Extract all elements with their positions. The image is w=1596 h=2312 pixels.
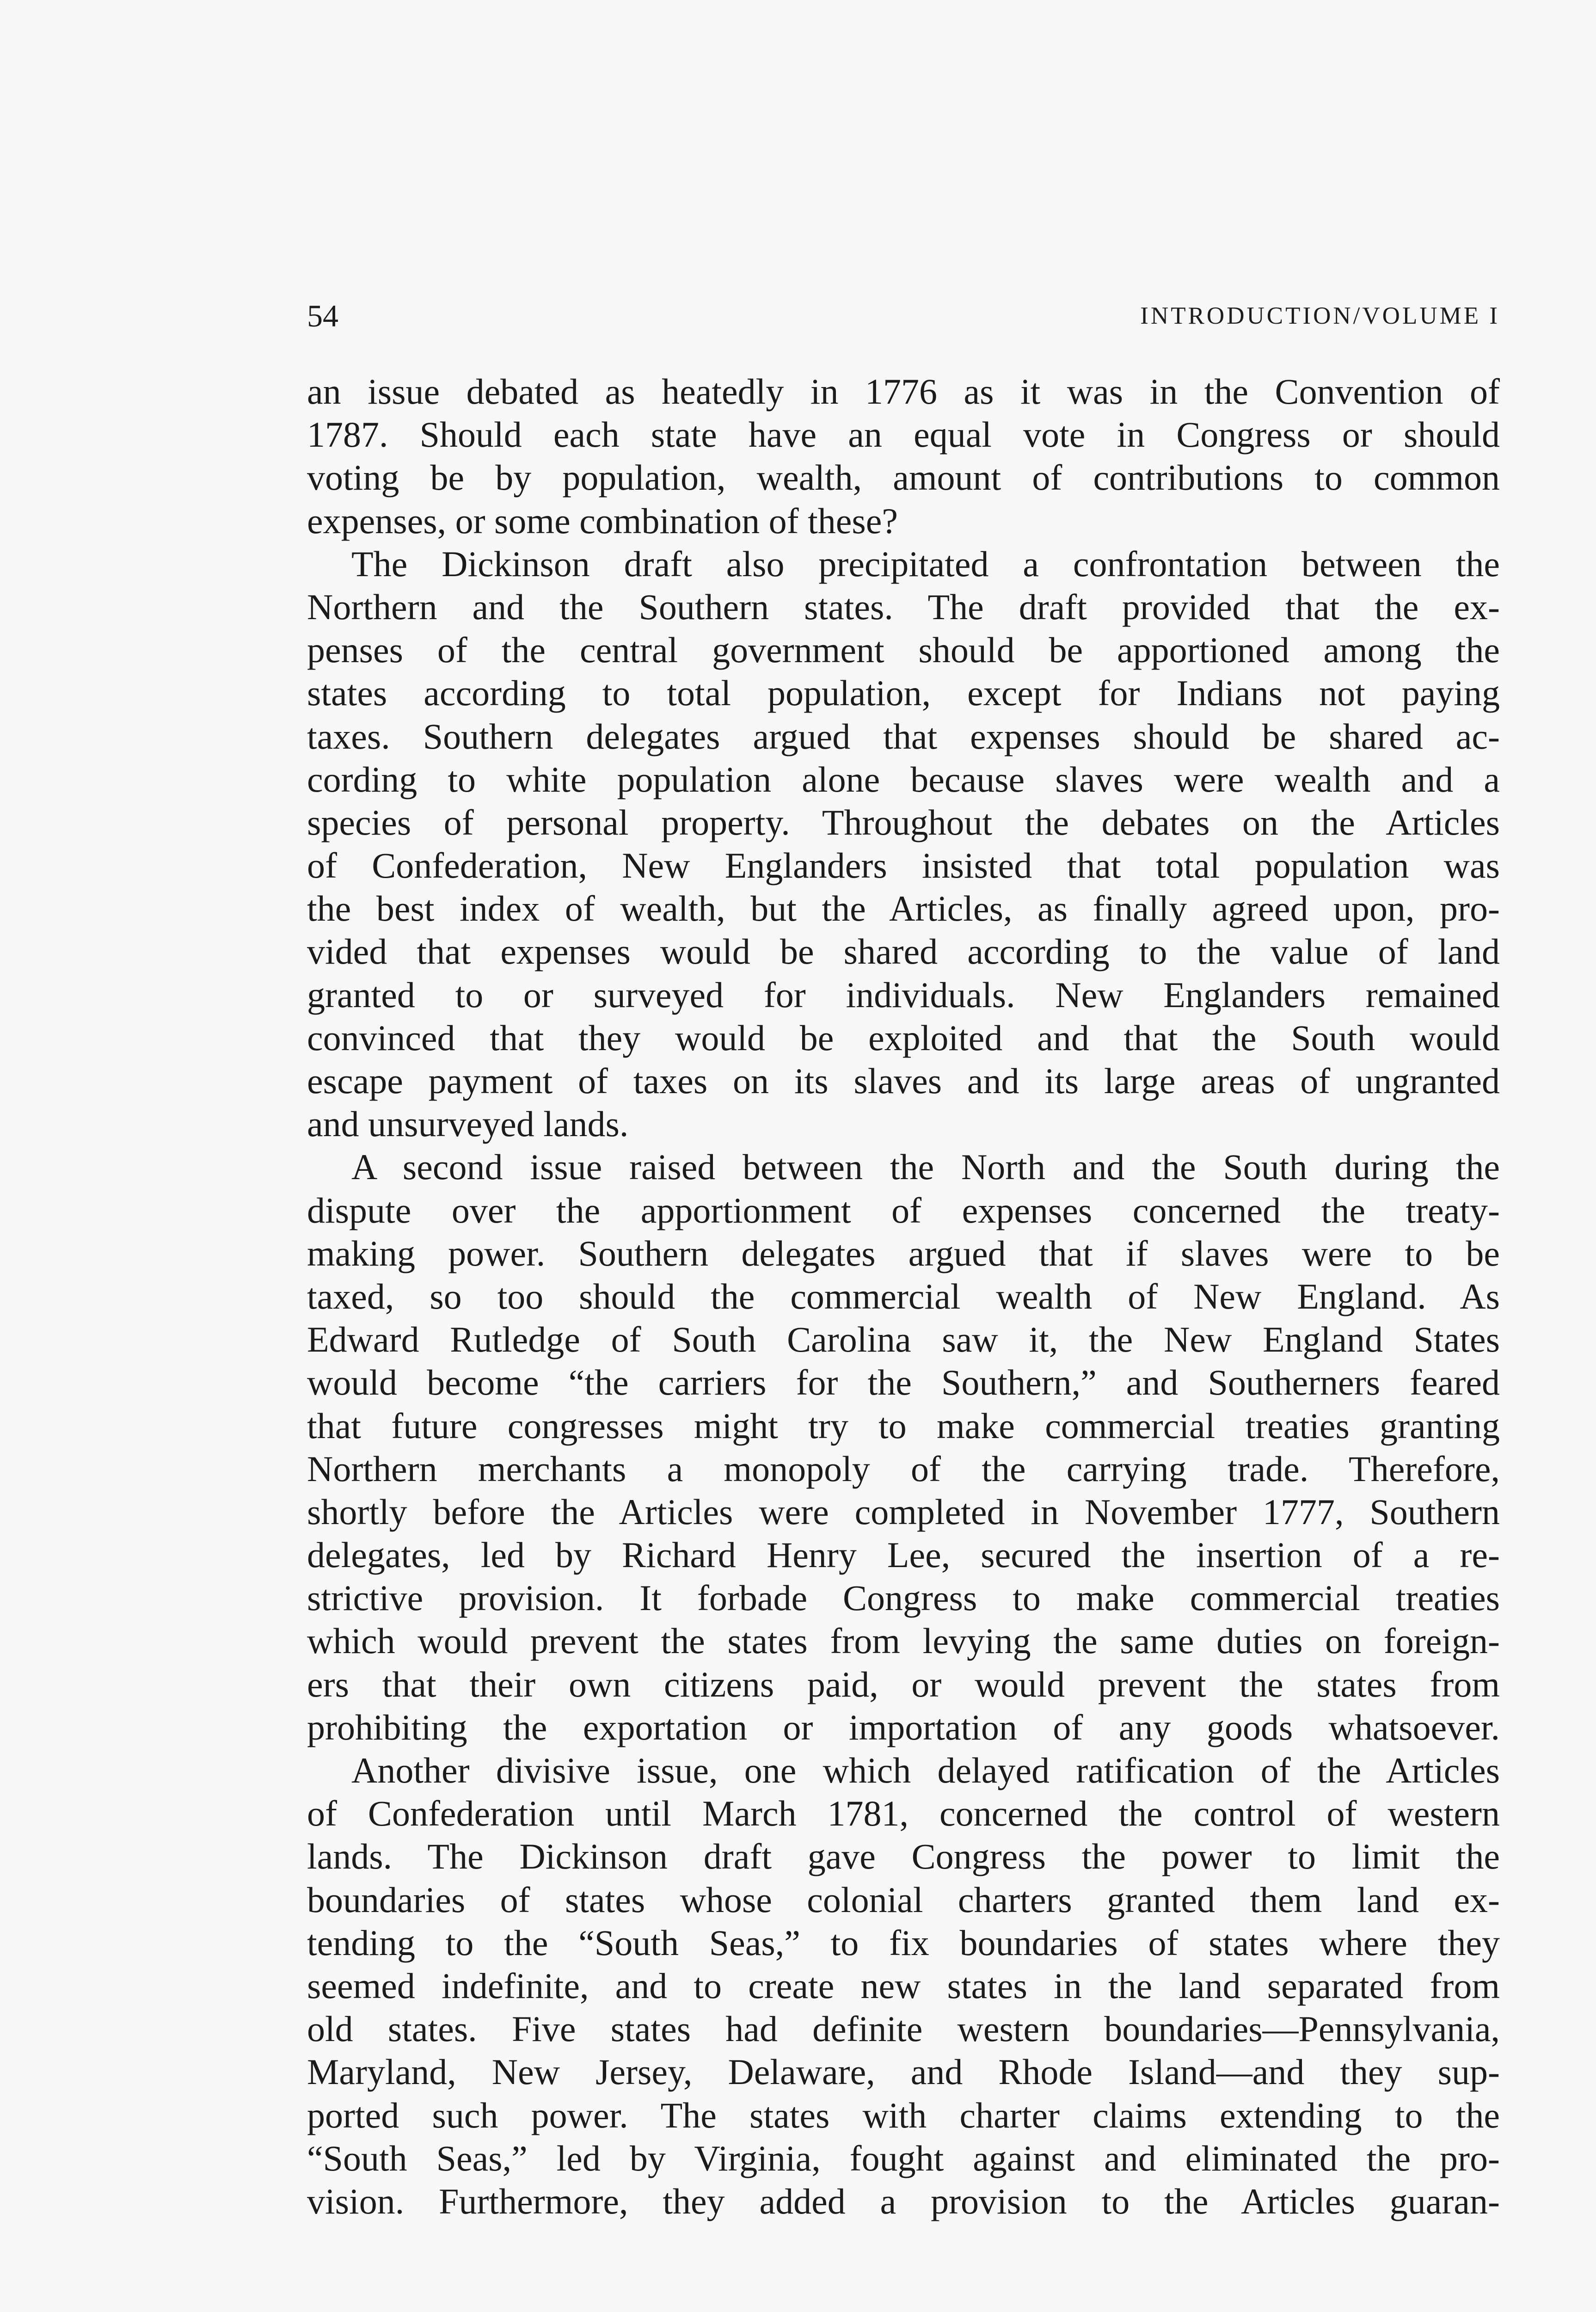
text-line: ported such power. The states with charter claims extending to the <box>307 2095 1500 2135</box>
text-line: and unsurveyed lands. <box>307 1104 629 1144</box>
text-line: old states. Five states had definite western boundaries—Pennsylvania, <box>307 2009 1500 2049</box>
text-line: escape payment of taxes on its slaves and its large areas of ungranted <box>307 1061 1500 1101</box>
text-line: vision. Furthermore, they added a provision to the Articles guaran- <box>307 2181 1500 2221</box>
text-line: states according to total population, except for Indians not paying <box>307 673 1500 713</box>
text-line: The Dickinson draft also precipitated a confrontation between the <box>351 543 1500 584</box>
page-number: 54 <box>307 298 338 333</box>
text-line: penses of the central government should be apportioned among the <box>307 630 1500 670</box>
text-line: taxes. Southern delegates argued that expenses should be shared ac- <box>307 716 1500 756</box>
text-line: convinced that they would be exploited and that the South would <box>307 1017 1500 1058</box>
text-line: cording to white population alone because slaves were wealth and a <box>307 759 1500 799</box>
text-line: strictive provision. It forbade Congress to make commercial treaties <box>307 1578 1500 1618</box>
text-line: “South Seas,” led by Virginia, fought against and eliminated the pro- <box>307 2138 1500 2178</box>
text-line: of Confederation until March 1781, concerned the control of western <box>307 1793 1500 1834</box>
text-line: vided that expenses would be shared according to the value of land <box>307 931 1500 972</box>
text-line: of Confederation, New Englanders insisted that total population was <box>307 845 1500 886</box>
text-line: Northern and the Southern states. The draft provided that the ex- <box>307 586 1500 627</box>
text-line: Maryland, New Jersey, Delaware, and Rhode Island—and they sup- <box>307 2052 1500 2092</box>
text-line: would become “the carriers for the Southern,” and Southerners feared <box>307 1362 1500 1403</box>
text-line: which would prevent the states from levying the same duties on foreign- <box>307 1621 1500 1661</box>
text-line: boundaries of states whose colonial charters granted them land ex- <box>307 1879 1500 1920</box>
section-title: INTRODUCTION/VOLUME I <box>1140 302 1500 329</box>
text-line: shortly before the Articles were completed in November 1777, Southern <box>307 1491 1500 1532</box>
text-line: granted to or surveyed for individuals. New Englanders remained <box>307 974 1500 1015</box>
text-line: Edward Rutledge of South Carolina saw it, the New England States <box>307 1319 1500 1360</box>
body-text <box>307 370 1500 2223</box>
text-line: 1787. Should each state have an equal vote in Congress or should <box>307 414 1500 455</box>
text-line: species of personal property. Throughout the debates on the Articles <box>307 802 1500 842</box>
text-line: Another divisive issue, one which delayed ratification of the Articles <box>351 1750 1500 1790</box>
text-line: expenses, or some combination of these? <box>307 500 898 541</box>
paragraph <box>307 542 1500 1146</box>
text-line: taxed, so too should the commercial wealth of New England. As <box>307 1276 1500 1316</box>
paragraph <box>307 1749 1500 2223</box>
text-line: making power. Southern delegates argued that if slaves were to be <box>307 1233 1500 1273</box>
text-line: lands. The Dickinson draft gave Congress the power to limit the <box>307 1836 1500 1877</box>
text-line: tending to the “South Seas,” to fix boundaries of states where they <box>307 1922 1500 1963</box>
text-line: prohibiting the exportation or importation of any goods whatsoever. <box>307 1707 1500 1747</box>
paragraph <box>307 370 1500 542</box>
text-line: the best index of wealth, but the Articles, as finally agreed upon, pro- <box>307 888 1500 929</box>
running-head <box>307 290 1500 341</box>
paragraph <box>307 1145 1500 1749</box>
text-line: dispute over the apportionment of expenses concerned the treaty- <box>307 1190 1500 1230</box>
text-line: that future congresses might try to make commercial treaties granting <box>307 1405 1500 1446</box>
text-line: A second issue raised between the North and the South during the <box>351 1147 1500 1187</box>
text-line: an issue debated as heatedly in 1776 as it was in the Convention of <box>307 371 1500 412</box>
text-line: Northern merchants a monopoly of the carrying trade. Therefore, <box>307 1448 1500 1489</box>
text-line: seemed indefinite, and to create new states in the land separated from <box>307 1965 1500 2006</box>
text-line: delegates, led by Richard Henry Lee, secured the insertion of a re- <box>307 1535 1500 1575</box>
text-line: voting be by population, wealth, amount of contributions to common <box>307 457 1500 498</box>
text-line: ers that their own citizens paid, or would prevent the states from <box>307 1664 1500 1704</box>
